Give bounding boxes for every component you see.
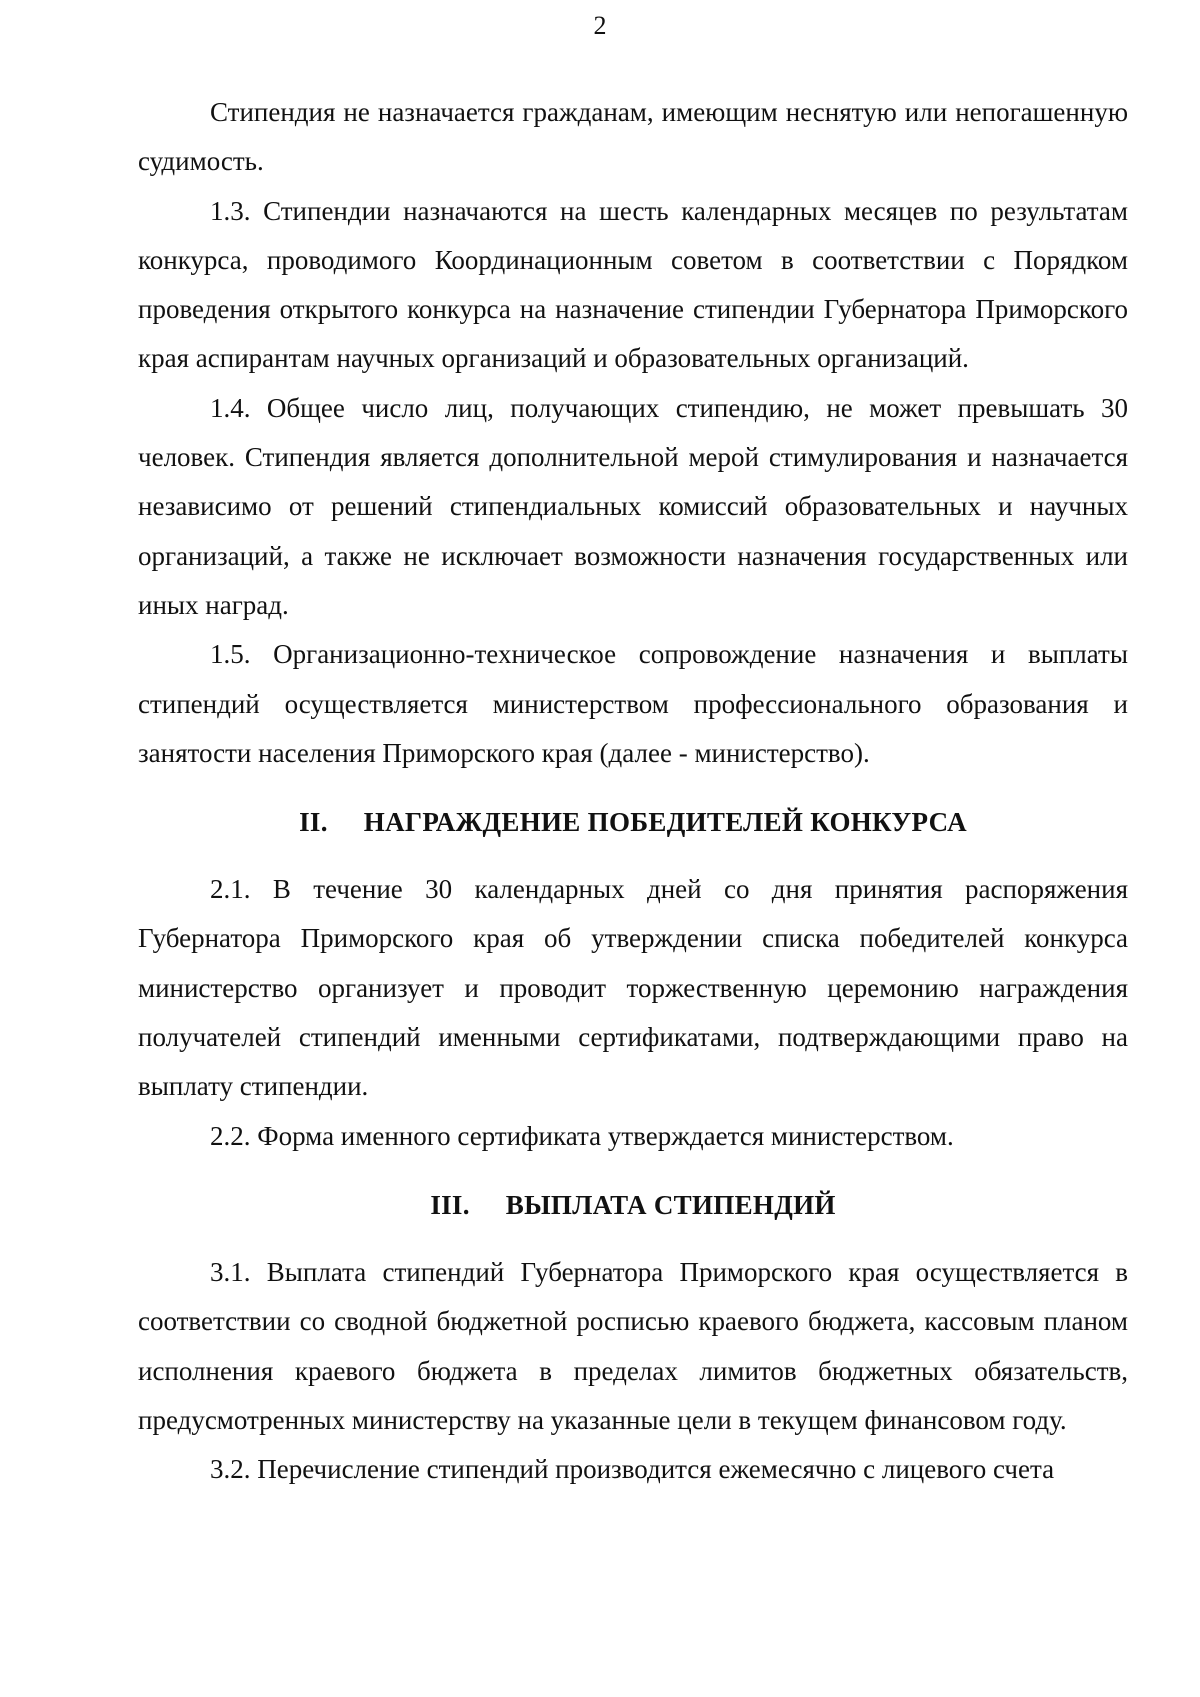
section-number-2: II. xyxy=(299,807,328,838)
section-heading-2 xyxy=(138,798,1128,847)
paragraph-3-1: 3.1. Выплата стипендий Губернатора Приморского края осуществляется в соответствии со сводной бюджетной росписью краевого бюджета, кассовым планом исполнения краевого бюджета в пределах лимитов бюджетных обязательств, предусмотренных министерству на указанные цели в текущем финансовом году. xyxy=(138,1256,1128,1435)
section-title-3: ВЫПЛАТА СТИПЕНДИЙ xyxy=(505,1189,836,1220)
paragraph-3-2: 3.2. Перечисление стипендий производится ежемесячно с лицевого счета xyxy=(210,1454,1055,1485)
section-title-2: НАГРАЖДЕНИЕ ПОБЕДИТЕЛЕЙ КОНКУРСА xyxy=(363,807,967,838)
page-number: 2 xyxy=(593,11,607,40)
section-heading-3 xyxy=(138,1181,1128,1230)
document-body xyxy=(138,88,1128,1494)
paragraph-2-1: 2.1. В течение 30 календарных дней со дня принятия распоряжения Губернатора Приморского края об утверждении списка победителей конкурса министерство организует и проводит торжественную церемонию награждения получателей стипендий именными сертификатами, подтверждающими право на выплату стипендии. xyxy=(138,874,1128,1102)
paragraph-1-3: 1.3. Стипендии назначаются на шесть календарных месяцев по результатам конкурса, проводимого Координационным советом в соответствии с Порядком проведения открытого конкурса на назначение стипендии Губернатора Приморского края аспирантам научных организаций и образовательных организаций. xyxy=(138,195,1128,374)
section-number-3: III. xyxy=(430,1189,470,1220)
paragraph-1-4: 1.4. Общее число лиц, получающих стипендию, не может превышать 30 человек. Стипендия является дополнительной мерой стимулирования и назначается независимо от решений стипендиальных комиссий образовательных и научных организаций, а также не исключает возможности назначения государственных или иных наград. xyxy=(138,392,1128,620)
paragraph-scholarship-criminal-record: Стипендия не назначается гражданам, имеющим неснятую или непогашенную судимость. xyxy=(138,97,1128,177)
paragraph-1-5: 1.5. Организационно-техническое сопровождение назначения и выплаты стипендий осуществляется министерством профессионального образования и занятости населения Приморского края (далее - министерство). xyxy=(138,639,1128,768)
paragraph-2-2: 2.2. Форма именного сертификата утверждается министерством. xyxy=(210,1120,954,1151)
